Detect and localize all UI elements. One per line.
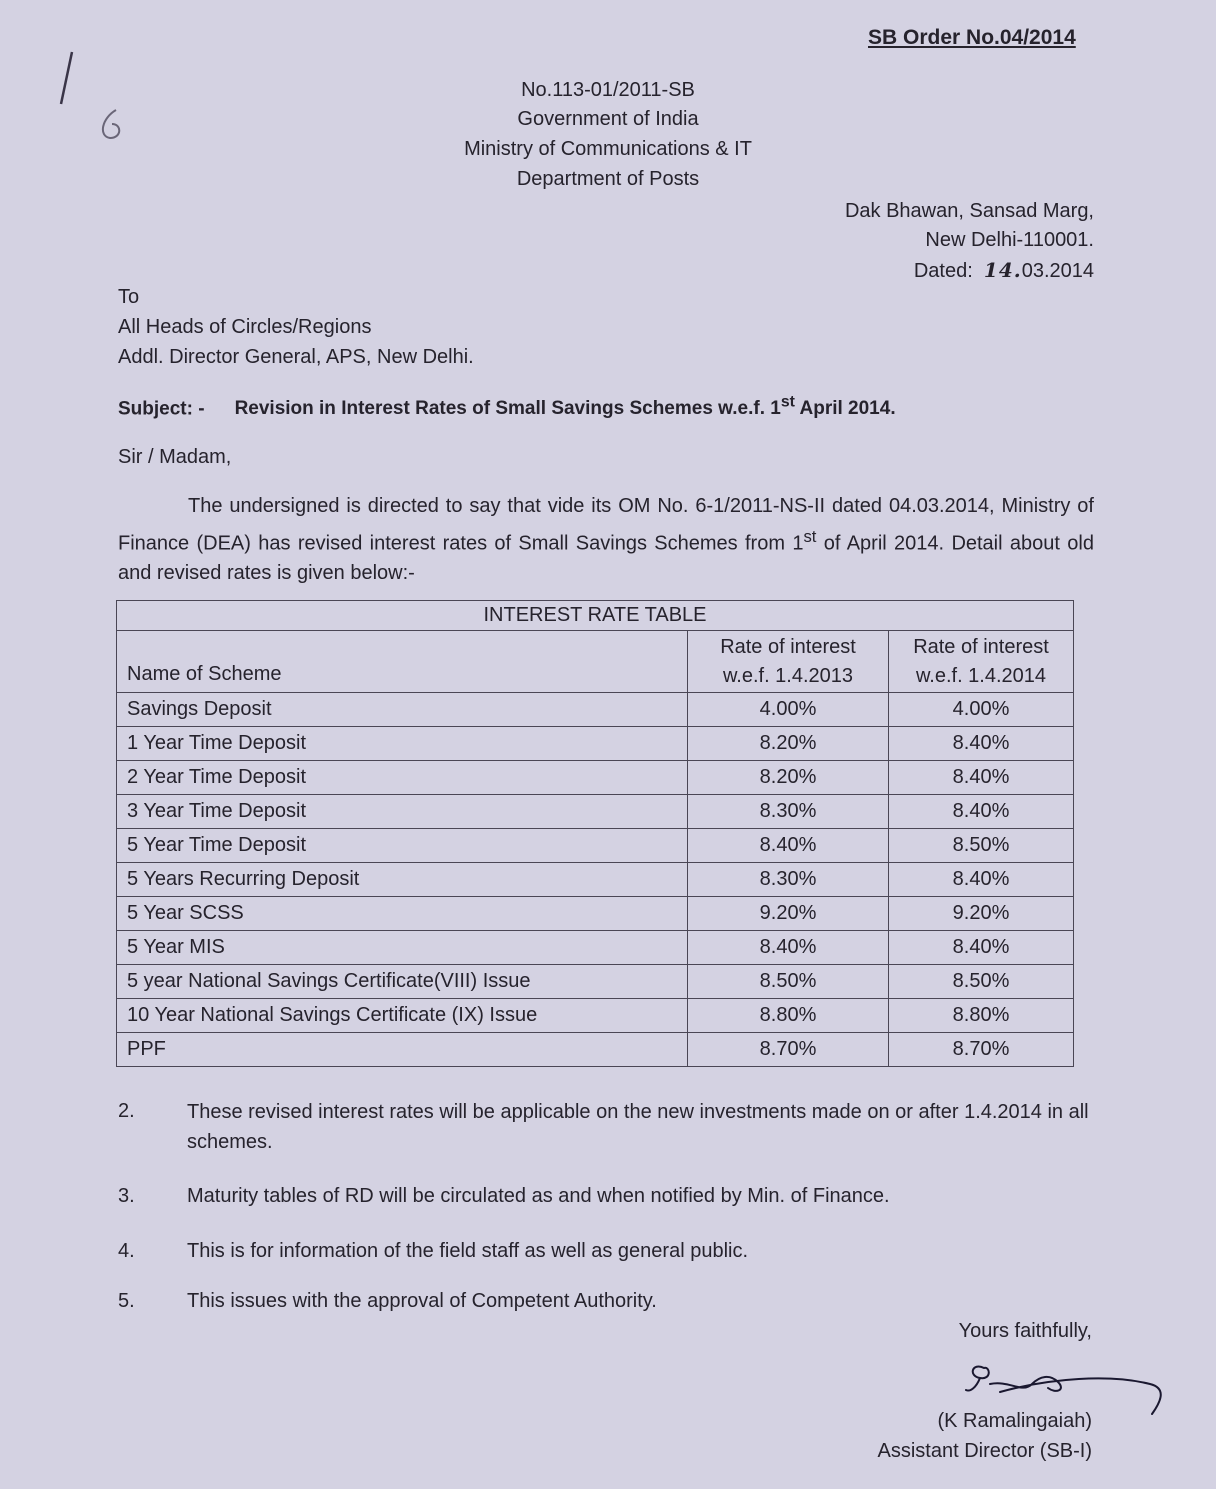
scheme-name: 5 Year Time Deposit — [117, 829, 688, 863]
date-line — [914, 258, 1094, 283]
rate-2013: 8.50% — [688, 965, 889, 999]
scheme-name: PPF — [117, 1033, 688, 1067]
scheme-name: Savings Deposit — [117, 693, 688, 727]
scheme-name: 5 Years Recurring Deposit — [117, 863, 688, 897]
table-row — [117, 795, 1074, 829]
salutation: Sir / Madam, — [118, 446, 232, 468]
scheme-name: 5 year National Savings Certificate(VIII) Issue — [117, 965, 688, 999]
rate-2014: 9.20% — [889, 897, 1074, 931]
point-number: 4. — [118, 1240, 135, 1262]
table-row — [117, 863, 1074, 897]
rate-2014: 8.50% — [889, 965, 1074, 999]
point-text: Maturity tables of RD will be circulated as and when notified by Min. of Finance. — [187, 1185, 890, 1207]
yours-faithfully: Yours faithfully, — [958, 1320, 1092, 1342]
scheme-name: 1 Year Time Deposit — [117, 727, 688, 761]
point-number: 2. — [118, 1100, 135, 1122]
col-header-rate-2013: Rate of interest w.e.f. 1.4.2013 — [688, 631, 889, 693]
rate-2014: 8.50% — [889, 829, 1074, 863]
rate-2014: 8.40% — [889, 795, 1074, 829]
rate-2013: 8.30% — [688, 795, 889, 829]
table-row — [117, 727, 1074, 761]
table-row — [117, 761, 1074, 795]
table-row — [117, 829, 1074, 863]
rate-2013: 8.70% — [688, 1033, 889, 1067]
point-number: 5. — [118, 1290, 135, 1312]
subject-line — [118, 394, 896, 420]
col-header-rate-2014: Rate of interest w.e.f. 1.4.2014 — [889, 631, 1074, 693]
col-header-scheme: Name of Scheme — [117, 631, 688, 693]
file-number: No.113-01/2011-SB — [521, 79, 695, 101]
scheme-name: 5 Year MIS — [117, 931, 688, 965]
rate-2013: 8.40% — [688, 931, 889, 965]
point-text: This is for information of the field staff as well as general public. — [187, 1240, 749, 1262]
rate-2014: 4.00% — [889, 693, 1074, 727]
rate-2013: 8.30% — [688, 863, 889, 897]
subject-text: Revision in Interest Rates of Small Savings Schemes w.e.f. 1st April 2014. — [234, 394, 896, 420]
government-name: Government of India — [517, 108, 699, 130]
ministry-name: Ministry of Communications & IT — [464, 138, 752, 160]
address-line-2: New Delhi-110001. — [925, 229, 1094, 251]
table-row — [117, 1033, 1074, 1067]
scheme-name: 10 Year National Savings Certificate (IX) Issue — [117, 999, 688, 1033]
table-row — [117, 965, 1074, 999]
rate-2014: 8.40% — [889, 761, 1074, 795]
signatory-name: (K Ramalingaiah) — [937, 1410, 1092, 1432]
point-text: These revised interest rates will be applicable on the new investments made on or after 1.4.2014 in all schemes. — [187, 1101, 1089, 1153]
department-name: Department of Posts — [516, 168, 700, 190]
point-text: This issues with the approval of Competent Authority. — [187, 1290, 657, 1312]
rate-2014: 8.80% — [889, 999, 1074, 1033]
subject-label: Subject: - — [118, 398, 205, 420]
rate-2013: 8.80% — [688, 999, 889, 1033]
interest-rate-table — [116, 600, 1074, 1067]
rate-2013: 9.20% — [688, 897, 889, 931]
table-title: INTEREST RATE TABLE — [117, 601, 1074, 631]
signatory-designation: Assistant Director (SB-I) — [877, 1440, 1092, 1462]
dated-day-handwritten: 14. — [983, 258, 1022, 282]
scheme-name: 2 Year Time Deposit — [117, 761, 688, 795]
address-line-1: Dak Bhawan, Sansad Marg, — [844, 200, 1094, 222]
order-number: SB Order No.04/2014 — [868, 26, 1076, 49]
table-row — [117, 999, 1074, 1033]
rate-2013: 4.00% — [688, 693, 889, 727]
dated-month-year: 03.2014 — [1021, 260, 1094, 282]
rate-2014: 8.40% — [889, 863, 1074, 897]
table-row — [117, 931, 1074, 965]
rate-2014: 8.70% — [889, 1033, 1074, 1067]
point-number: 3. — [118, 1185, 135, 1207]
rate-2013: 8.20% — [688, 761, 889, 795]
table-row — [117, 693, 1074, 727]
rate-2013: 8.20% — [688, 727, 889, 761]
rate-2014: 8.40% — [889, 931, 1074, 965]
rate-2013: 8.40% — [688, 829, 889, 863]
table-row — [117, 897, 1074, 931]
rate-2014: 8.40% — [889, 727, 1074, 761]
dated-label: Dated: — [913, 260, 973, 282]
scheme-name: 5 Year SCSS — [117, 897, 688, 931]
recipient-line-1: All Heads of Circles/Regions — [118, 316, 372, 338]
recipient-line-2: Addl. Director General, APS, New Delhi. — [118, 346, 474, 368]
intro-paragraph: The undersigned is directed to say that vide its OM No. 6-1/2011-NS-II dated 04.03.2014, Ministry of Finance (DEA) has revised interest rates of Small Savings Schemes from 1st of April 2014. Detail about old and revised rates is given below:- — [118, 495, 1094, 584]
scheme-name: 3 Year Time Deposit — [117, 795, 688, 829]
to-label: To — [118, 286, 140, 308]
